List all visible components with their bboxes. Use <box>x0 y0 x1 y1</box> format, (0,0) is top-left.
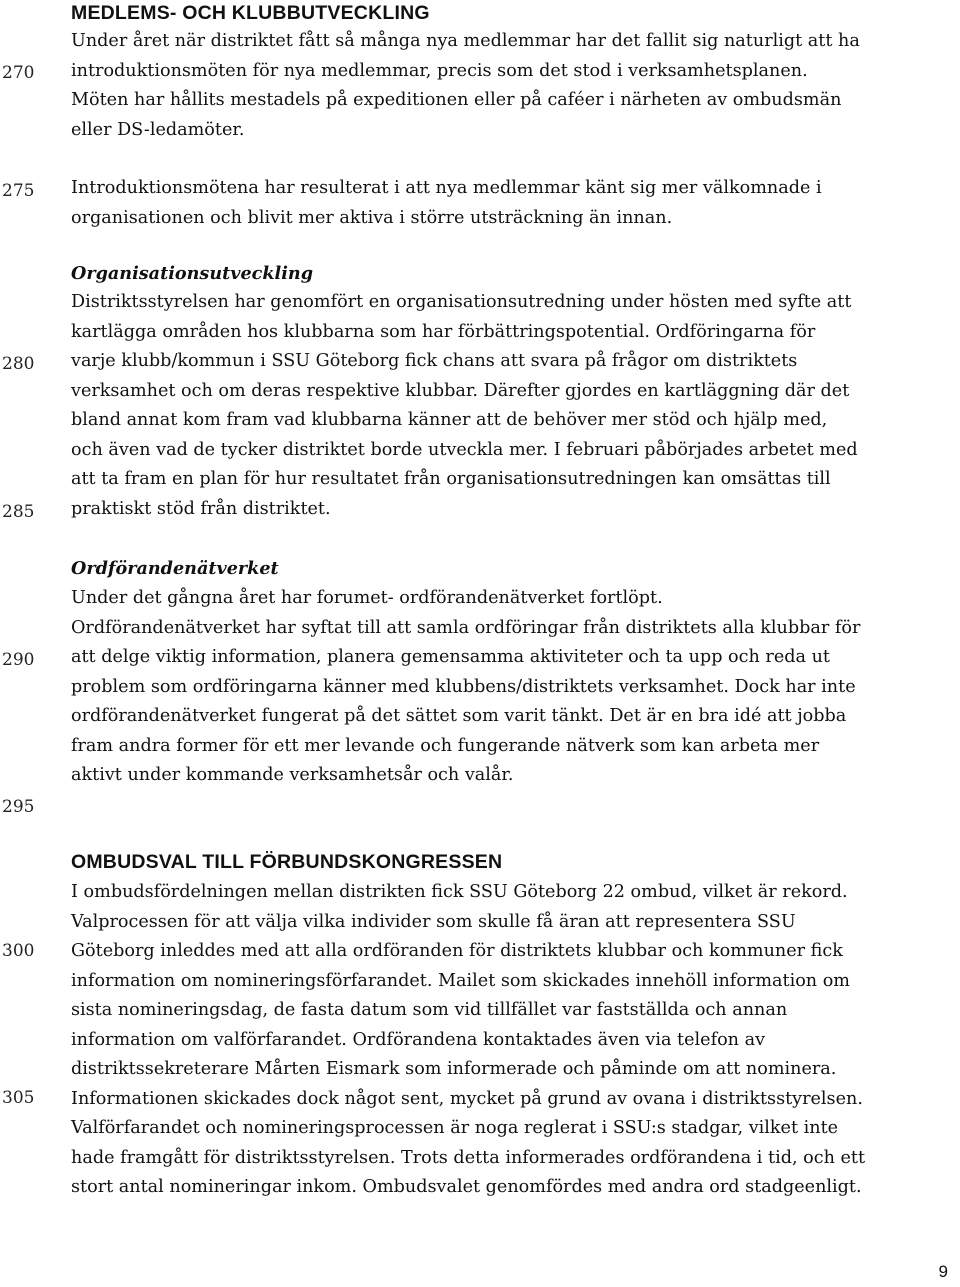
text-line: aktivt under kommande verksamhetsår och valår. <box>71 765 514 785</box>
text-line: Under året när distriktet fått så många nya medlemmar har det fallit sig naturligt att ha <box>71 31 860 51</box>
subheading-ordforandenatverket: Ordförandenätverket <box>71 558 279 579</box>
text-line: stort antal nomineringar inkom. Ombudsvalet genomfördes med andra ord stadgeenligt. <box>71 1177 862 1197</box>
line-number: 295 <box>2 797 35 817</box>
text-line: Valförfarandet och nomineringsprocessen är noga reglerat i SSU:s stadgar, vilket inte <box>71 1118 839 1138</box>
line-number: 300 <box>2 941 35 961</box>
text-line: praktiskt stöd från distriktet. <box>71 498 331 519</box>
text-line: Möten har hållits mestadels på expeditionen eller på caféer i närheten av ombudsmän <box>71 90 842 110</box>
text-line: distriktssekreterare Mårten Eismark som informerade och påminde om att nominera. <box>71 1059 837 1079</box>
section-heading-ombudsval: OMBUDSVAL TILL FÖRBUNDSKONGRESSEN <box>71 851 503 873</box>
text-line: Valprocessen för att välja vilka individer som skulle få äran att representera SSU <box>71 911 796 932</box>
text-line: I ombudsfördelningen mellan distrikten fick SSU Göteborg 22 ombud, vilket är rekord. <box>71 882 848 902</box>
line-number: 285 <box>2 502 35 522</box>
text-line: problem som ordföringarna känner med klubbens/distriktets verksamhet. Dock har inte <box>71 676 856 697</box>
text-line: eller DS-ledamöter. <box>71 119 245 140</box>
line-number: 280 <box>2 354 35 374</box>
text-line: organisationen och blivit mer aktiva i större utsträckning än innan. <box>71 207 673 228</box>
subheading-organisationsutveckling: Organisationsutveckling <box>71 263 314 284</box>
paragraph-organisationsutveckling <box>71 288 956 524</box>
paragraph-introduktionsmoten <box>71 27 956 145</box>
line-number: 305 <box>2 1088 35 1108</box>
page-number: 9 <box>938 1262 948 1281</box>
text-line: Göteborg inleddes med att alla ordföranden för distriktets klubbar och kommuner fick <box>71 941 843 961</box>
text-line: introduktionsmöten för nya medlemmar, precis som det stod i verksamhetsplanen. <box>71 60 808 81</box>
section-heading-medlems: MEDLEMS- OCH KLUBBUTVECKLING <box>71 2 430 24</box>
text-line: bland annat kom fram vad klubbarna känner att de behöver mer stöd och hjälp med, <box>71 410 828 430</box>
text-line: sista nomineringsdag, de fasta datum som vid tillfället var fastställda och annan <box>71 1000 788 1020</box>
text-line: och även vad de tycker distriktet borde utveckla mer. I februari påbörjades arbetet med <box>71 439 858 460</box>
text-line: information om nomineringsförfarandet. Mailet som skickades innehöll information om <box>71 970 850 991</box>
text-line: Distriktsstyrelsen har genomfört en organisationsutredning under hösten med syfte att <box>71 292 852 312</box>
paragraph-ordforandenatverket <box>71 584 956 791</box>
text-line: Introduktionsmötena har resulterat i att nya medlemmar känt sig mer välkomnade i <box>71 178 822 198</box>
text-line: hade framgått för distriktsstyrelsen. Trots detta informerades ordförandena i tid, och ett <box>71 1147 866 1168</box>
text-line: Informationen skickades dock något sent, mycket på grund av ovana i distriktsstyrelsen. <box>71 1088 863 1109</box>
line-number: 290 <box>2 650 35 670</box>
line-number: 275 <box>2 181 35 201</box>
text-line: kartlägga områden hos klubbarna som har förbättringspotential. Ordföringarna för <box>71 321 816 342</box>
paragraph-resultat <box>71 174 956 233</box>
text-line: att ta fram en plan för hur resultatet från organisationsutredningen kan omsättas till <box>71 469 831 489</box>
text-line: fram andra former för ett mer levande och fungerande nätverk som kan arbeta mer <box>71 735 820 756</box>
text-line: Ordförandenätverket har syftat till att samla ordföringar från distriktets alla klubbar för <box>71 617 861 638</box>
text-line: att delge viktig information, planera gemensamma aktiviteter och ta upp och reda ut <box>71 647 830 667</box>
line-number: 270 <box>2 63 35 83</box>
text-line: varje klubb/kommun i SSU Göteborg fick chans att svara på frågor om distriktets <box>71 351 798 371</box>
text-line: verksamhet och om deras respektive klubbar. Därefter gjordes en kartläggning där det <box>71 380 850 401</box>
text-line: Under det gångna året har forumet- ordförandenätverket fortlöpt. <box>71 588 663 608</box>
text-line: ordförandenätverket fungerat på det sättet som varit tänkt. Det är en bra idé att jobba <box>71 706 847 726</box>
paragraph-ombudsval <box>71 878 956 1203</box>
text-line: information om valförfarandet. Ordförandena kontaktades även via telefon av <box>71 1029 766 1050</box>
